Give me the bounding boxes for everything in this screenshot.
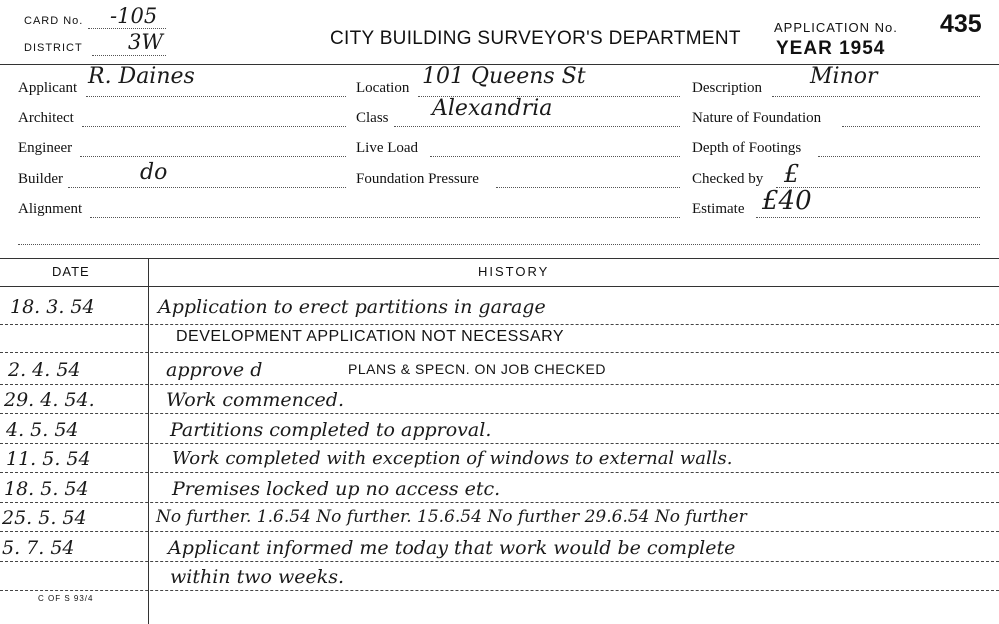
- card-no-label: CARD No.: [24, 15, 84, 27]
- row-date: 29. 4. 54.: [4, 389, 95, 411]
- foundation-pressure-line: [496, 187, 680, 188]
- row-date: 18. 5. 54: [4, 478, 89, 500]
- engineer-line: [80, 156, 346, 157]
- description-label: Description: [692, 80, 762, 96]
- development-stamp: DEVELOPMENT APPLICATION NOT NECESSARY: [176, 328, 565, 345]
- row-rule: [0, 443, 999, 444]
- row-rule: [0, 384, 999, 385]
- foundation-pressure-label: Foundation Pressure: [356, 171, 479, 187]
- form-code: C OF S 93/4: [38, 594, 94, 603]
- alignment-label: Alignment: [18, 201, 83, 217]
- row-text: Premises locked up no access etc.: [172, 478, 501, 500]
- application-number: 435: [940, 10, 982, 38]
- estimate-label: Estimate: [692, 201, 745, 217]
- nature-of-foundation-label: Nature of Foundation: [692, 110, 822, 126]
- row-date: 2. 4. 54: [8, 359, 81, 381]
- department-title: CITY BUILDING SURVEYOR'S DEPARTMENT: [330, 28, 741, 49]
- card-no-line: [88, 28, 166, 29]
- blank-line: [18, 244, 980, 245]
- class-label: Class: [356, 110, 389, 126]
- date-header: DATE: [52, 264, 90, 279]
- engineer-label: Engineer: [18, 140, 73, 156]
- row-rule: [0, 590, 999, 591]
- checked-by-value: £: [784, 160, 800, 188]
- row-rule: [0, 561, 999, 562]
- row-rule: [0, 531, 999, 532]
- estimate-line: [756, 217, 980, 218]
- architect-line: [82, 126, 346, 127]
- alignment-line: [90, 217, 680, 218]
- row-date: 25. 5. 54: [2, 507, 87, 529]
- history-header-rule: [0, 286, 999, 287]
- district-line: [92, 55, 166, 56]
- row-text: Applicant informed me today that work would be complete: [168, 537, 736, 559]
- description-value: Minor: [810, 64, 878, 89]
- history-top-rule: [0, 258, 999, 259]
- row-text: Work completed with exception of windows to external walls.: [172, 448, 733, 469]
- live-load-label: Live Load: [356, 140, 419, 156]
- row-rule: [0, 352, 999, 353]
- row-date: 5. 7. 54: [2, 537, 75, 559]
- row-text: Application to erect partitions in garage: [158, 296, 546, 318]
- row-rule: [0, 324, 999, 325]
- district-label: DISTRICT: [24, 42, 83, 54]
- plans-checked-stamp: PLANS & SPECN. ON JOB CHECKED: [348, 361, 607, 377]
- applicant-value: R. Daines: [88, 64, 195, 89]
- location-value: 101 Queens St: [422, 64, 586, 89]
- row-text: approve d: [166, 359, 263, 381]
- depth-of-footings-line: [818, 156, 980, 157]
- live-load-line: [430, 156, 680, 157]
- applicant-line: [86, 96, 346, 97]
- card-no-value: -105: [110, 4, 158, 28]
- row-rule: [0, 502, 999, 503]
- class-value: Alexandria: [432, 96, 553, 121]
- row-text: Work commenced.: [166, 389, 344, 411]
- row-date: 11. 5. 54: [6, 448, 91, 470]
- builder-line: [68, 187, 346, 188]
- row-rule: [0, 413, 999, 414]
- estimate-value: £40: [762, 186, 812, 216]
- history-header: HISTORY: [478, 264, 550, 279]
- row-date: 4. 5. 54: [6, 419, 79, 441]
- row-text: No further. 1.6.54 No further. 15.6.54 No further 29.6.54 No further: [156, 507, 747, 527]
- district-value: 3W: [128, 30, 163, 54]
- row-rule: [0, 472, 999, 473]
- applicant-label: Applicant: [18, 80, 78, 96]
- location-label: Location: [356, 80, 410, 96]
- date-column-divider: [148, 258, 149, 624]
- class-line: [394, 126, 680, 127]
- nature-of-foundation-line: [842, 126, 980, 127]
- builder-value: do: [140, 160, 168, 185]
- checked-by-label: Checked by: [692, 171, 764, 187]
- architect-label: Architect: [18, 110, 74, 126]
- description-line: [772, 96, 980, 97]
- row-date: 18. 3. 54: [10, 296, 95, 318]
- application-label: APPLICATION No.: [774, 20, 898, 35]
- year-label: YEAR 1954: [776, 38, 886, 59]
- depth-of-footings-label: Depth of Footings: [692, 140, 802, 156]
- row-text: within two weeks.: [170, 566, 344, 588]
- row-text: Partitions completed to approval.: [170, 419, 492, 441]
- builder-label: Builder: [18, 171, 63, 187]
